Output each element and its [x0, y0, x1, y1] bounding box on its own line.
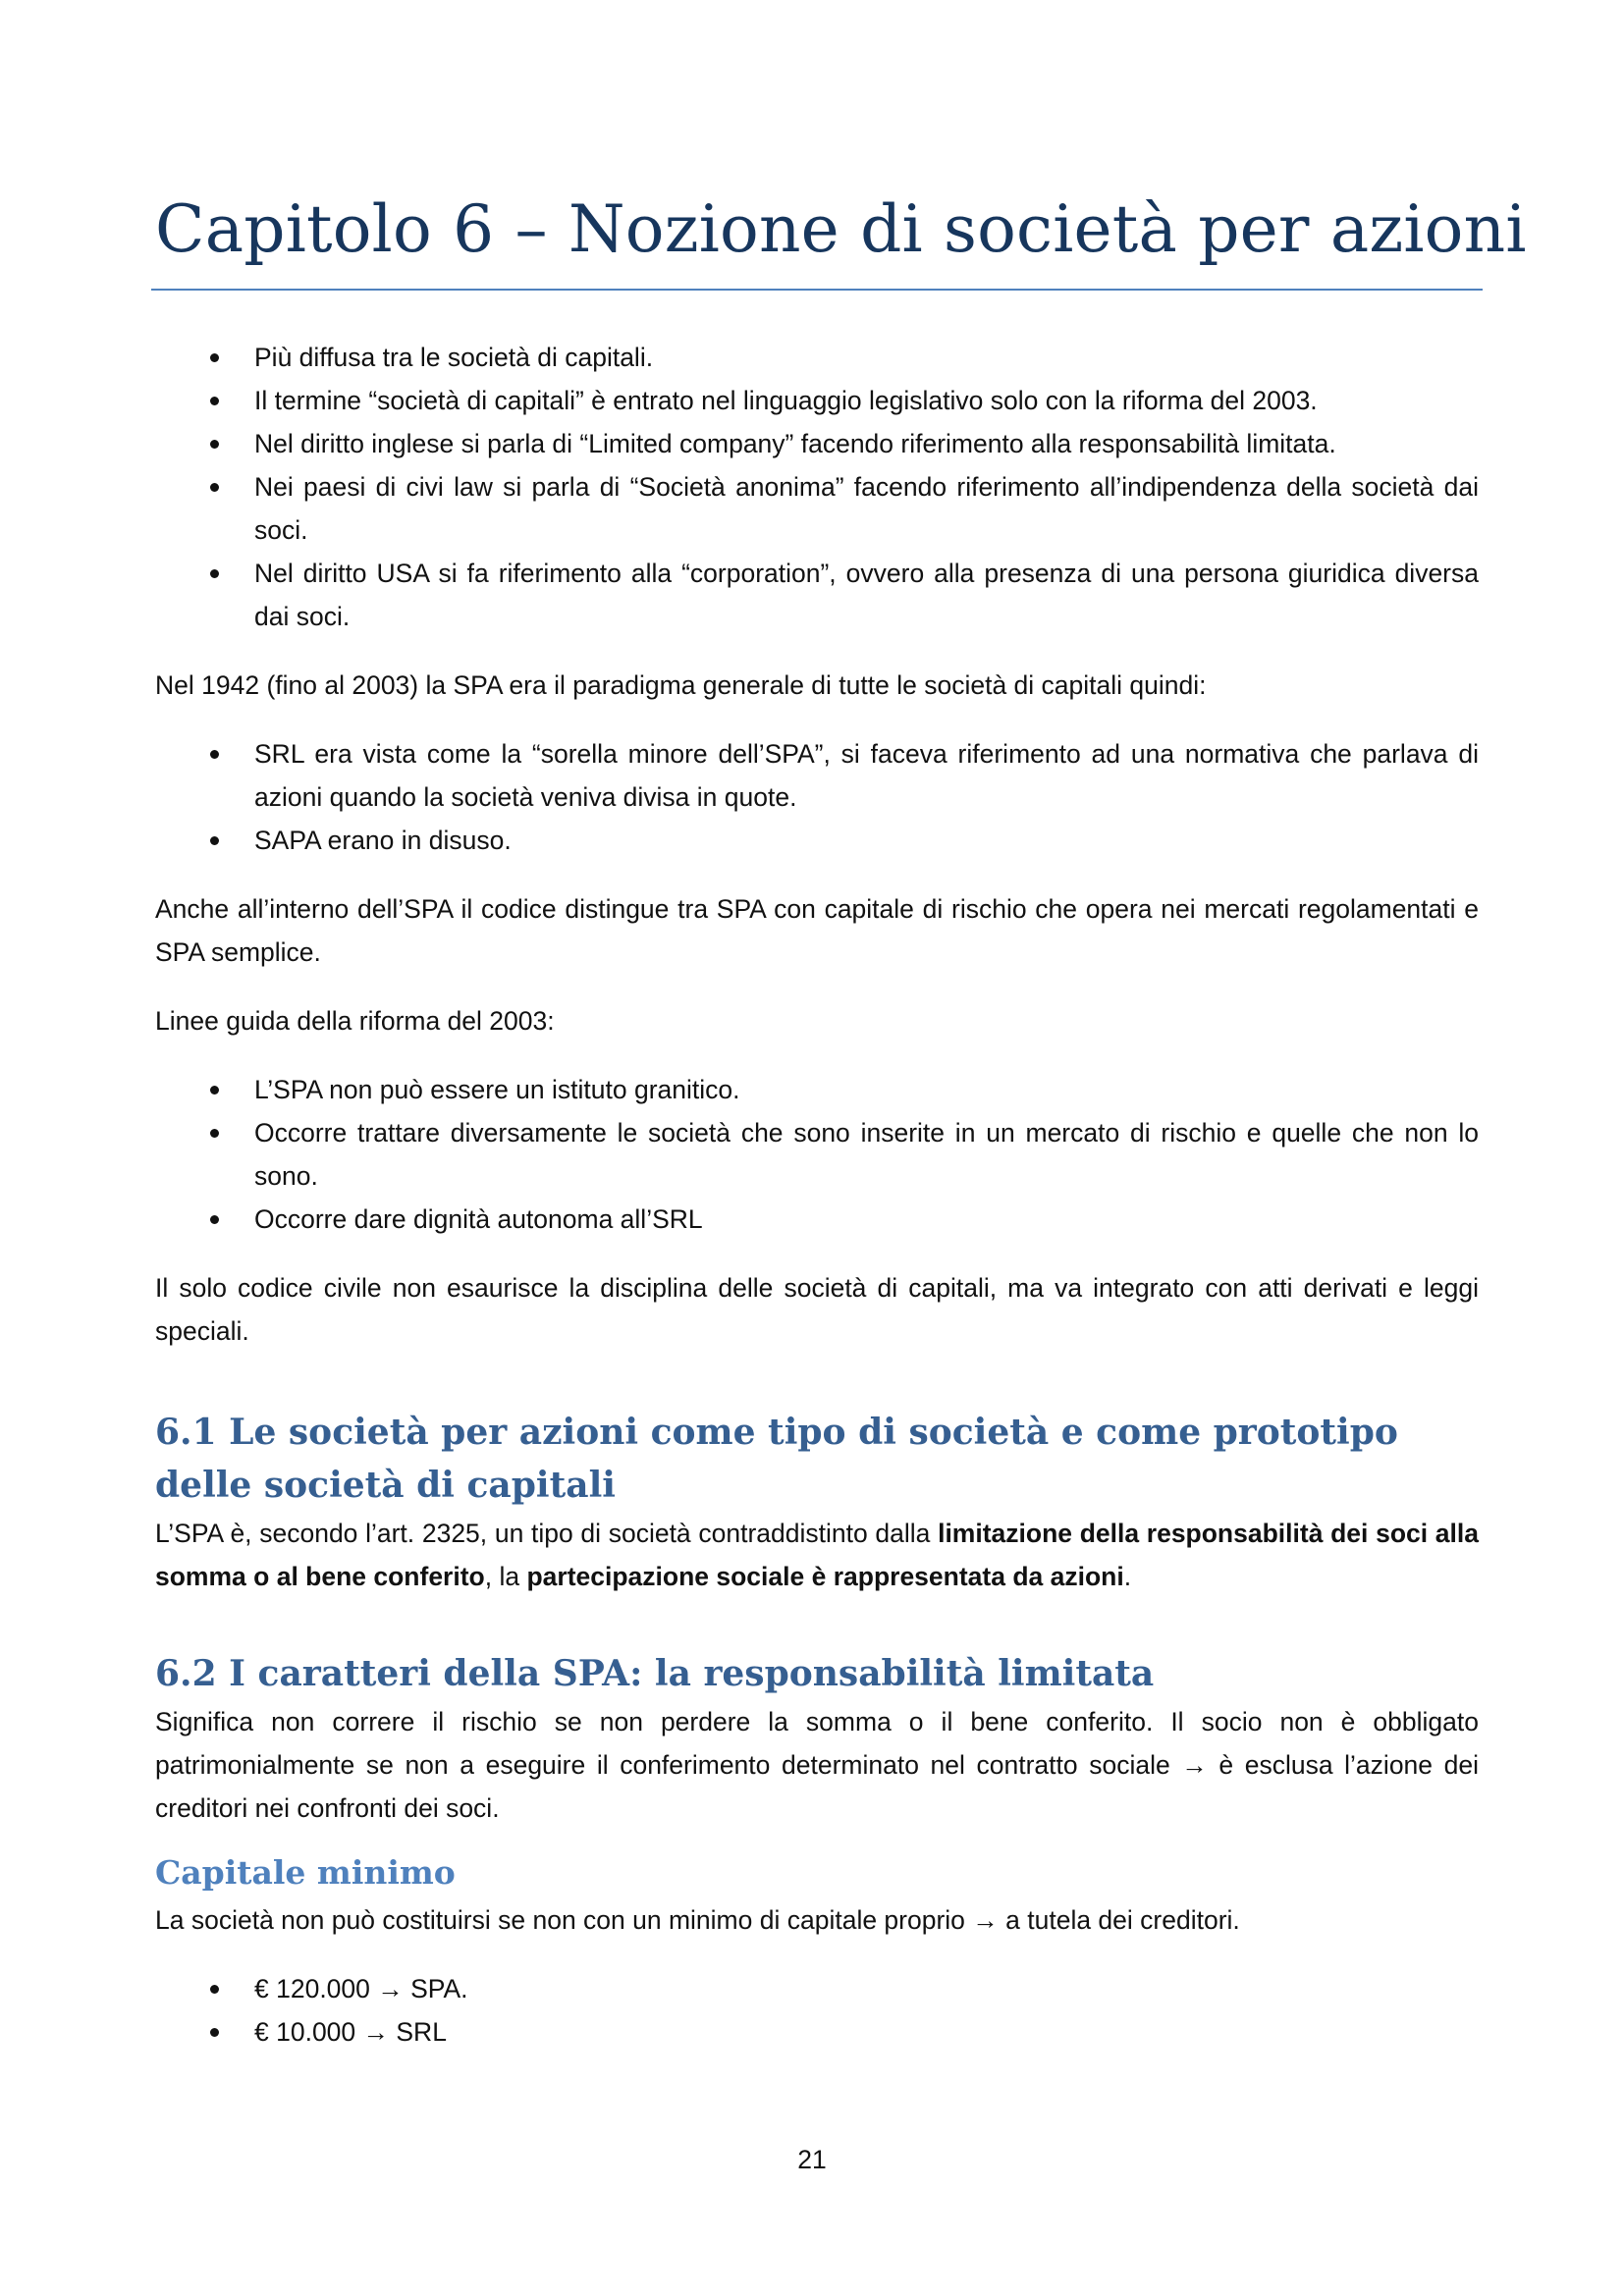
section-6-1-text-2: , la [484, 1562, 527, 1591]
section-6-1-bold-1: limitazione della responsabilità dei soci alla somma o al bene conferito [155, 1519, 1479, 1591]
list-item [155, 1198, 1479, 1241]
section-6-2-paragraph: Significa non correre il rischio se non perdere la somma o il bene conferito. Il socio non è obbligato patrimonialmente se non a eseguire il conferimento determinato nel contratto sociale → è esclusa l’azione dei creditori nei confronti dei soci. [155, 1707, 1479, 1823]
body-text [155, 336, 1479, 2079]
bullet-icon [210, 1215, 219, 1224]
section-6-1-bold-2: partecipazione sociale è rappresentata da azioni [526, 1562, 1124, 1591]
bullet-list-1942 [155, 732, 1479, 862]
bullet-icon [210, 353, 219, 362]
list-item-text: Occorre dare dignità autonoma all’SRL [254, 1204, 703, 1234]
paragraph-1942: Nel 1942 (fino al 2003) la SPA era il paradigma generale di tutte le società di capitali quindi: [155, 670, 1207, 700]
bullet-icon [210, 1129, 219, 1138]
section-6-1-text-3: . [1123, 1562, 1132, 1591]
capitale-minimo-bullet-list [155, 1967, 1479, 2054]
list-item-text: Nel diritto USA si fa riferimento alla “corporation”, ovvero alla presenza di una persona giuridica diversa dai soci. [254, 559, 1479, 631]
list-item [155, 552, 1479, 638]
bullet-icon [210, 569, 219, 578]
bullet-icon [210, 1985, 219, 1994]
list-item-text: L’SPA non può essere un istituto granitico. [254, 1075, 740, 1104]
list-item [155, 1111, 1479, 1198]
section-6-1-paragraph [155, 1512, 1479, 1598]
list-item [155, 465, 1479, 552]
bullet-icon [210, 1086, 219, 1095]
list-item-text: Nei paesi di civi law si parla di “Società anonima” facendo riferimento all’indipendenza della società dai soci. [254, 472, 1479, 545]
bullet-list-linee-guida [155, 1068, 1479, 1241]
list-item [155, 819, 1479, 862]
section-heading-6-2: 6.2 I caratteri della SPA: la responsabilità limitata [155, 1653, 1155, 1694]
list-item-text: SRL era vista come la “sorella minore dell’SPA”, si faceva riferimento ad una normativa che parlava di azioni quando la società veniva divisa in quote. [254, 739, 1479, 812]
list-item-text: Nel diritto inglese si parla di “Limited company” facendo riferimento alla responsabilità limitata. [254, 429, 1336, 458]
capitale-minimo-paragraph: La società non può costituirsi se non con un minimo di capitale proprio → a tutela dei creditori. [155, 1905, 1240, 1935]
chapter-title: Capitolo 6 – Nozione di società per azioni [155, 191, 1527, 267]
page-number: 21 [797, 2145, 827, 2174]
list-item [155, 379, 1479, 422]
paragraph-linee-guida: Linee guida della riforma del 2003: [155, 1006, 555, 1036]
list-item-text: Occorre trattare diversamente le società che sono inserite in un mercato di rischio e quelle che non lo sono. [254, 1118, 1479, 1191]
title-underline [151, 289, 1483, 291]
paragraph-codice-civile: Il solo codice civile non esaurisce la disciplina delle società di capitali, ma va integrato con atti derivati e leggi speciali. [155, 1273, 1479, 1346]
bullet-icon [210, 397, 219, 405]
list-item [155, 732, 1479, 819]
bullet-icon [210, 440, 219, 449]
list-item [155, 422, 1479, 465]
bullet-icon [210, 836, 219, 845]
subheading-capitale-minimo: Capitale minimo [155, 1853, 456, 1892]
bullet-icon [210, 483, 219, 492]
bullet-icon [210, 2028, 219, 2037]
list-item [155, 336, 1479, 379]
list-item-text: SAPA erano in disuso. [254, 826, 512, 855]
list-item-text: € 10.000 → SRL [254, 2017, 447, 2047]
section-heading-6-1: 6.1 Le società per azioni come tipo di società e come prototipo delle società di capitali [155, 1412, 1398, 1506]
list-item [155, 1967, 1479, 2010]
list-item-text: € 120.000 → SPA. [254, 1974, 468, 2003]
list-item-text: Il termine “società di capitali” è entrato nel linguaggio legislativo solo con la riforma del 2003. [254, 386, 1318, 415]
bullet-icon [210, 750, 219, 759]
section-6-1-text-1: L’SPA è, secondo l’art. 2325, un tipo di società contraddistinto dalla [155, 1519, 939, 1548]
list-item-text: Più diffusa tra le società di capitali. [254, 343, 654, 372]
intro-bullet-list [155, 336, 1479, 638]
list-item [155, 1068, 1479, 1111]
paragraph-interno: Anche all’interno dell’SPA il codice distingue tra SPA con capitale di rischio che opera nei mercati regolamentati e SPA semplice. [155, 894, 1479, 967]
list-item [155, 2010, 1479, 2054]
